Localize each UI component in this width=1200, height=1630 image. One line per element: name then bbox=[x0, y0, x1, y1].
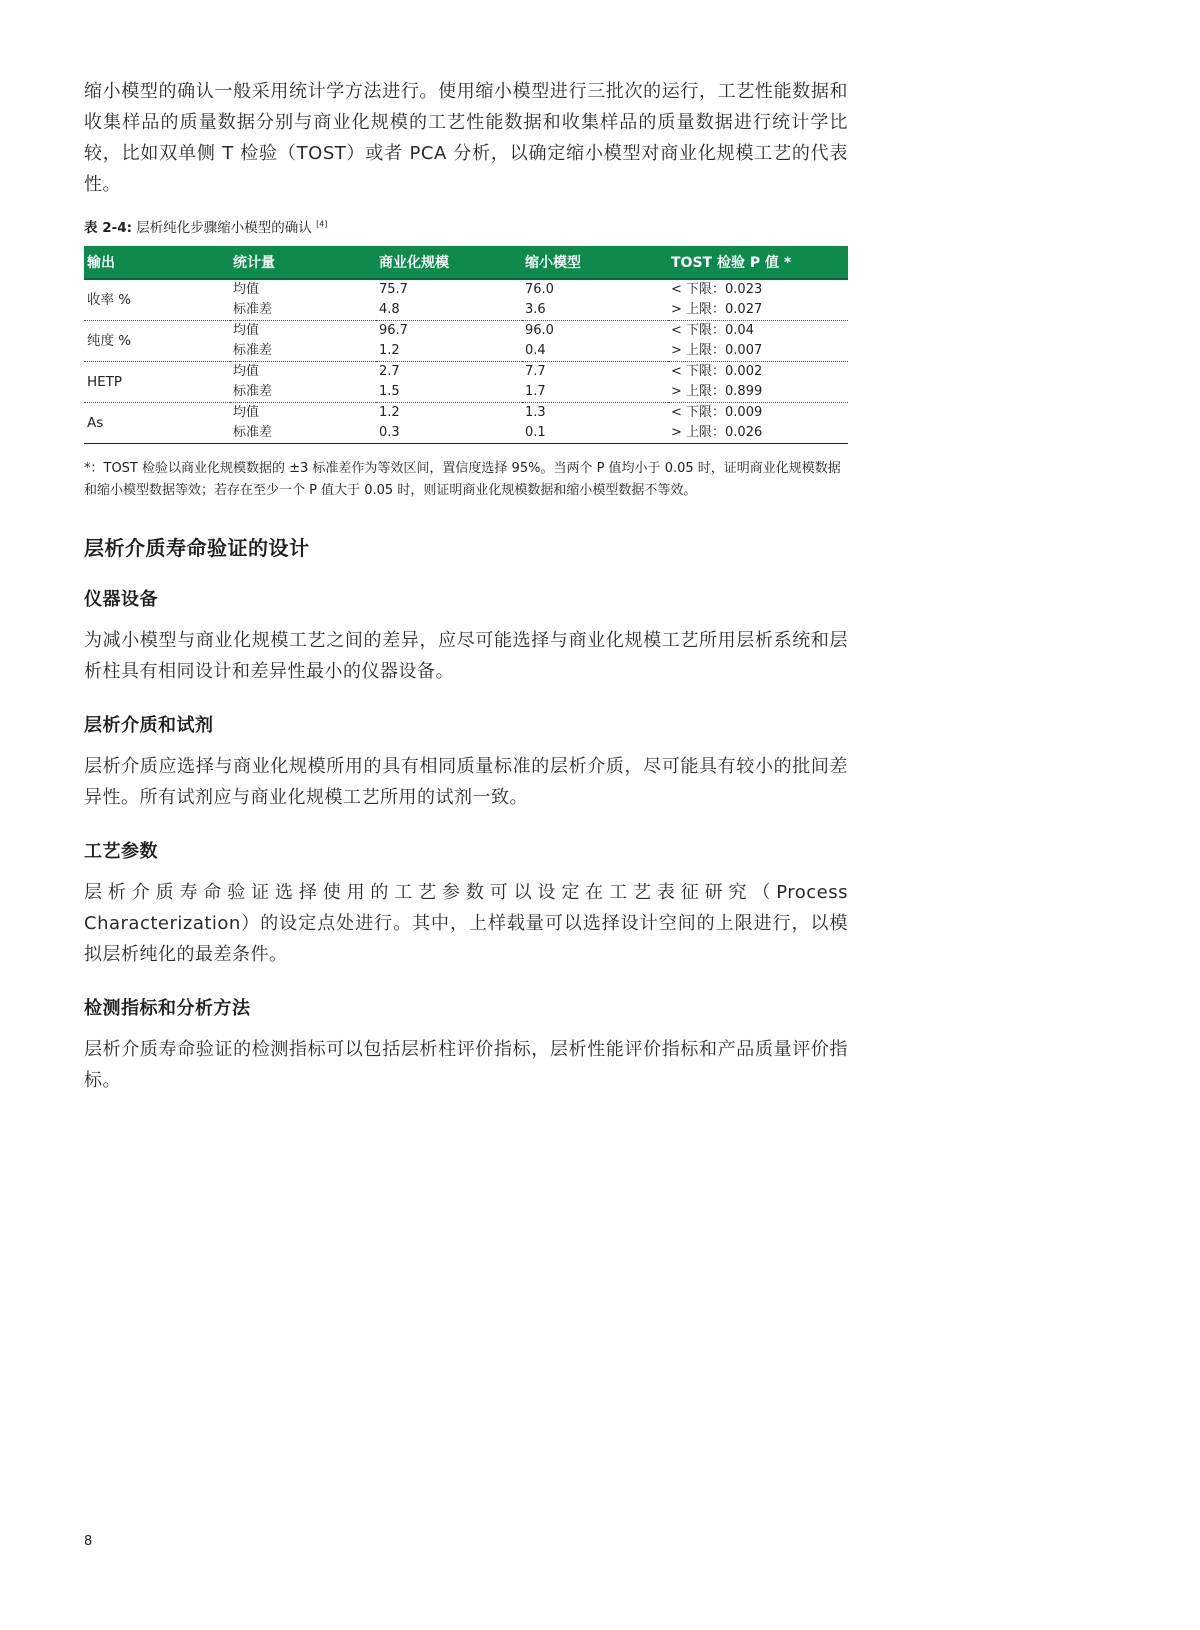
stat-sd: 标准差 bbox=[233, 425, 273, 440]
cell-scaled bbox=[522, 403, 668, 444]
p-lower: < 下限：0.002 bbox=[671, 364, 763, 379]
table-caption-label: 表 2-4: bbox=[84, 220, 132, 236]
value-mean: 75.7 bbox=[379, 282, 408, 297]
cell-scaled bbox=[522, 321, 668, 362]
validation-table bbox=[84, 246, 848, 444]
value-mean: 1.3 bbox=[525, 405, 546, 420]
cell-stats bbox=[230, 362, 376, 403]
p-upper: > 上限：0.027 bbox=[671, 302, 763, 317]
cell-commercial bbox=[376, 321, 522, 362]
p-upper: > 上限：0.007 bbox=[671, 343, 763, 358]
value-mean: 1.2 bbox=[379, 405, 400, 420]
table-row bbox=[84, 321, 848, 362]
intro-paragraph: 缩小模型的确认一般采用统计学方法进行。使用缩小模型进行三批次的运行，工艺性能数据和收集样品的质量数据分别与商业化规模的工艺性能数据和收集样品的质量数据进行统计学比较，比如双单侧 T 检验（TOST）或者 PCA 分析，以确定缩小模型对商业化规模工艺的代表性。 bbox=[84, 81, 848, 195]
value-sd: 1.2 bbox=[379, 343, 400, 358]
value-mean: 96.0 bbox=[525, 323, 554, 338]
p-lower: < 下限：0.009 bbox=[671, 405, 763, 420]
p-lower: < 下限：0.04 bbox=[671, 323, 754, 338]
table-caption-text: 层析纯化步骤缩小模型的确认 bbox=[136, 220, 312, 236]
value-sd: 0.3 bbox=[379, 425, 400, 440]
stat-sd: 标准差 bbox=[233, 343, 273, 358]
value-sd: 0.4 bbox=[525, 343, 546, 358]
table-header-row bbox=[84, 246, 848, 279]
cell-p bbox=[668, 279, 848, 321]
header-tost: TOST 检验 P 值 * bbox=[668, 246, 848, 279]
cell-p bbox=[668, 403, 848, 444]
value-mean: 96.7 bbox=[379, 323, 408, 338]
stat-mean: 均值 bbox=[233, 282, 260, 297]
value-mean: 7.7 bbox=[525, 364, 546, 379]
cell-stats bbox=[230, 321, 376, 362]
cell-scaled bbox=[522, 362, 668, 403]
cell-p bbox=[668, 362, 848, 403]
p-lower: < 下限：0.023 bbox=[671, 282, 763, 297]
cell-output: 收率 % bbox=[87, 292, 132, 308]
cell-stats bbox=[230, 279, 376, 321]
subsection-body: 为减小模型与商业化规模工艺之间的差异，应尽可能选择与商业化规模工艺所用层析系统和层析柱具有相同设计和差异性最小的仪器设备。 bbox=[84, 630, 848, 682]
value-sd: 1.5 bbox=[379, 384, 400, 399]
table-caption bbox=[84, 216, 848, 236]
subsection-body: 层析介质应选择与商业化规模所用的具有相同质量标准的层析介质，尽可能具有较小的批间差异性。所有试剂应与商业化规模工艺所用的试剂一致。 bbox=[84, 756, 848, 808]
header-stat: 统计量 bbox=[230, 246, 376, 279]
table-row bbox=[84, 362, 848, 403]
stat-mean: 均值 bbox=[233, 323, 260, 338]
cell-commercial bbox=[376, 362, 522, 403]
cell-stats bbox=[230, 403, 376, 444]
page-number: 8 bbox=[84, 1534, 93, 1549]
stat-mean: 均值 bbox=[233, 405, 260, 420]
table-caption-ref: [4] bbox=[316, 219, 328, 229]
value-sd: 0.1 bbox=[525, 425, 546, 440]
table-footnote: *：TOST 检验以商业化规模数据的 ±3 标准差作为等效区间，置信度选择 95%。当两个 P 值均小于 0.05 时，证明商业化规模数据和缩小模型数据等效；若存在至少一个 P 值大于 0.05 时，则证明商业化规模数据和缩小模型数据不等效。 bbox=[84, 461, 841, 498]
stat-sd: 标准差 bbox=[233, 384, 273, 399]
table-row bbox=[84, 403, 848, 444]
subsection-title: 工艺参数 bbox=[84, 841, 158, 862]
cell-output: HETP bbox=[87, 374, 123, 390]
stat-sd: 标准差 bbox=[233, 302, 273, 317]
p-upper: > 上限：0.026 bbox=[671, 425, 763, 440]
cell-commercial bbox=[376, 403, 522, 444]
page-content bbox=[84, 76, 848, 1096]
value-sd: 1.7 bbox=[525, 384, 546, 399]
subsection-body: 层析介质寿命验证的检测指标可以包括层析柱评价指标，层析性能评价指标和产品质量评价指标。 bbox=[84, 1039, 848, 1091]
cell-p bbox=[668, 321, 848, 362]
table-row bbox=[84, 279, 848, 321]
p-upper: > 上限：0.899 bbox=[671, 384, 763, 399]
subsection-title: 检测指标和分析方法 bbox=[84, 998, 251, 1019]
value-sd: 4.8 bbox=[379, 302, 400, 317]
value-mean: 76.0 bbox=[525, 282, 554, 297]
subsection-title: 层析介质和试剂 bbox=[84, 715, 214, 736]
cell-commercial bbox=[376, 279, 522, 321]
cell-output: 纯度 % bbox=[87, 333, 132, 349]
section-title: 层析介质寿命验证的设计 bbox=[84, 536, 310, 560]
value-sd: 3.6 bbox=[525, 302, 546, 317]
header-commercial: 商业化规模 bbox=[376, 246, 522, 279]
value-mean: 2.7 bbox=[379, 364, 400, 379]
cell-scaled bbox=[522, 279, 668, 321]
header-output: 输出 bbox=[84, 246, 230, 279]
stat-mean: 均值 bbox=[233, 364, 260, 379]
cell-output: As bbox=[87, 415, 104, 431]
subsection-title: 仪器设备 bbox=[84, 589, 158, 610]
header-scaled: 缩小模型 bbox=[522, 246, 668, 279]
subsection-body: 层析介质寿命验证选择使用的工艺参数可以设定在工艺表征研究（Process Characterization）的设定点处进行。其中，上样载量可以选择设计空间的上限进行，以模拟层析纯化的最差条件。 bbox=[84, 882, 848, 965]
